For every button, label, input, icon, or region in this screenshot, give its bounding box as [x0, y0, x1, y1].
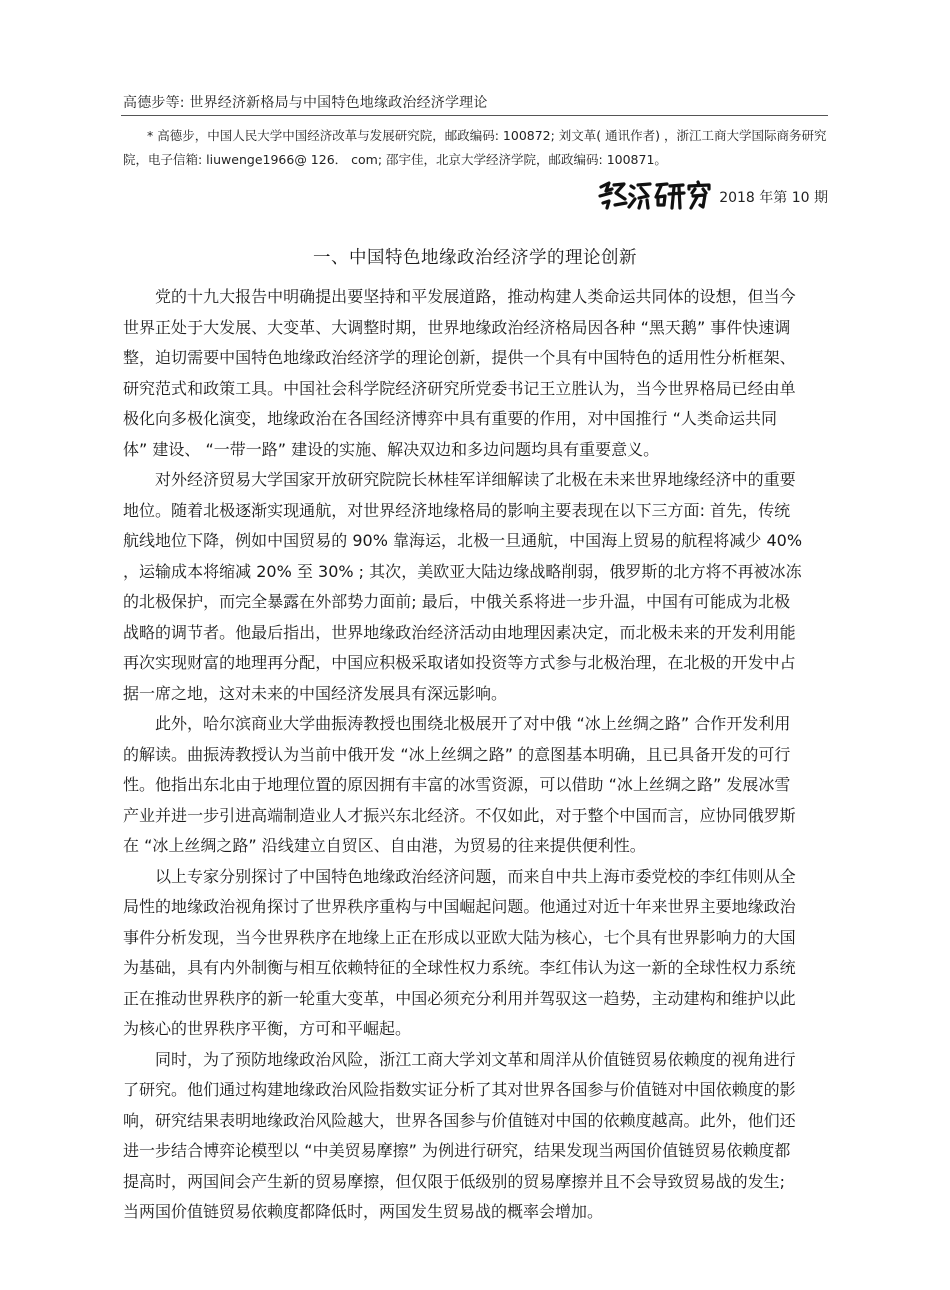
footnote-line: 院，电子信箱: liuwenge1966@ 126． com; 邵宇佳，北京大学经济学院，邮政编码: 100871。: [123, 152, 667, 167]
text-line: 进一步结合博弈论模型以 “中美贸易摩擦” 为例进行研究，结果发现当两国价值链贸易依赖度都: [123, 1141, 791, 1160]
issue-label: 2018 年第 10 期: [719, 190, 828, 206]
text-line: 再次实现财富的地理再分配，中国应积极采取诸如投资等方式参与北极治理，在北极的开发中占: [123, 653, 796, 672]
footnote-line: * 高德步，中国人民大学中国经济改革与发展研究院，邮政编码: 100872; 刘文革( 通讯作者) ，浙江工商大学国际商务研究: [147, 128, 827, 143]
text-line: 体” 建设、 “一带一路” 建设的实施、解决双边和多边问题均具有重要意义。: [123, 439, 660, 459]
text-line: 党的十九大报告中明确提出要坚持和平发展道路，推动构建人类命运共同体的设想，但当今: [155, 287, 796, 306]
text-line: 当两国价值链贸易依赖度都降低时，两国发生贸易战的概率会增加。: [123, 1202, 604, 1221]
text-line: 据一席之地，这对未来的中国经济发展具有深远影响。: [123, 683, 508, 703]
text-line: 产业并进一步引进高端制造业人才振兴东北经济。不仅如此，对于整个中国而言，应协同俄罗斯: [123, 805, 796, 825]
text-line: 战略的调节者。他最后指出，世界地缘政治经济活动由地理因素决定，而北极未来的开发利用能: [123, 622, 796, 642]
text-line: 此外，哈尔滨商业大学曲振涛教授也围绕北极展开了对中俄 “冰上丝绸之路” 合作开发利用: [155, 714, 791, 733]
journal-calligraphy-logo-icon: [597, 179, 717, 211]
text-line: 性。他指出东北由于地理位置的原因拥有丰富的冰雪资源，可以借助 “冰上丝绸之路” 发展冰雪: [123, 775, 791, 794]
text-line: 地位。随着北极逐渐实现通航，对世界经济地缘格局的影响主要表现在以下三方面: 首先，传统: [123, 500, 791, 520]
text-line: 研究范式和政策工具。中国社会科学院经济研究所党委书记王立胜认为，当今世界格局已经由单: [123, 378, 796, 398]
text-line: ，运输成本将缩减 20% 至 30% ; 其次，美欧亚大陆边缘战略削弱，俄罗斯的北方将不再被冰冻: [123, 561, 802, 581]
text-line: 正在推动世界秩序的新一轮重大变革，中国必须充分利用并驾驭这一趋势，主动建构和维护以此: [123, 988, 796, 1008]
text-line: 在 “冰上丝绸之路” 沿线建立自贸区、自由港，为贸易的往来提供便利性。: [123, 836, 646, 855]
journal-masthead: [597, 175, 828, 211]
text-line: 世界正处于大发展、大变革、大调整时期，世界地缘政治经济格局因各种 “黑天鹅” 事件快速调: [123, 317, 791, 337]
header-rule: [121, 115, 828, 116]
section-title: 一、中国特色地缘政治经济学的理论创新: [313, 248, 637, 268]
text-line: 的解读。曲振涛教授认为当前中俄开发 “冰上丝绸之路” 的意图基本明确，且已具备开发的可行: [123, 744, 791, 764]
text-line: 的北极保护，而完全暴露在外部势力面前; 最后，中俄关系将进一步升温，中国有可能成为北极: [123, 592, 791, 611]
author-footnote: [123, 124, 835, 172]
text-line: 事件分析发现，当今世界秩序在地缘上正在形成以亚欧大陆为核心，七个具有世界影响力的大国: [123, 927, 796, 947]
text-line: 极化向多极化演变，地缘政治在各国经济博弈中具有重要的作用，对中国推行 “人类命运共同: [123, 409, 778, 428]
text-line: 对外经济贸易大学国家开放研究院院长林桂军详细解读了北极在未来世界地缘经济中的重要: [155, 470, 796, 489]
text-line: 航线地位下降，例如中国贸易的 90% 靠海运，北极一旦通航，中国海上贸易的航程将减少 40%: [123, 531, 803, 550]
article-body: [123, 282, 828, 1228]
text-line: 为核心的世界秩序平衡，方可和平崛起。: [123, 1019, 412, 1038]
running-header: 高德步等: 世界经济新格局与中国特色地缘政治经济学理论: [123, 95, 488, 111]
text-line: 整，迫切需要中国特色地缘政治经济学的理论创新，提供一个具有中国特色的适用性分析框架、: [123, 348, 796, 367]
text-line: 提高时，两国间会产生新的贸易摩擦，但仅限于低级别的贸易摩擦并且不会导致贸易战的发生;: [123, 1171, 786, 1191]
text-line: 响，研究结果表明地缘政治风险越大，世界各国参与价值链对中国的依赖度越高。此外，他们还: [123, 1110, 796, 1130]
text-line: 同时，为了预防地缘政治风险，浙江工商大学刘文革和周洋从价值链贸易依赖度的视角进行: [155, 1049, 796, 1069]
text-line: 以上专家分别探讨了中国特色地缘政治经济问题，而来自中共上海市委党校的李红伟则从全: [155, 866, 796, 886]
text-line: 了研究。他们通过构建地缘政治风险指数实证分析了其对世界各国参与价值链对中国依赖度的影: [123, 1080, 796, 1099]
text-line: 为基础，具有内外制衡与相互依赖特征的全球性权力系统。李红伟认为这一新的全球性权力系统: [123, 958, 796, 977]
text-line: 局性的地缘政治视角探讨了世界秩序重构与中国崛起问题。他通过对近十年来世界主要地缘政治: [123, 897, 796, 916]
